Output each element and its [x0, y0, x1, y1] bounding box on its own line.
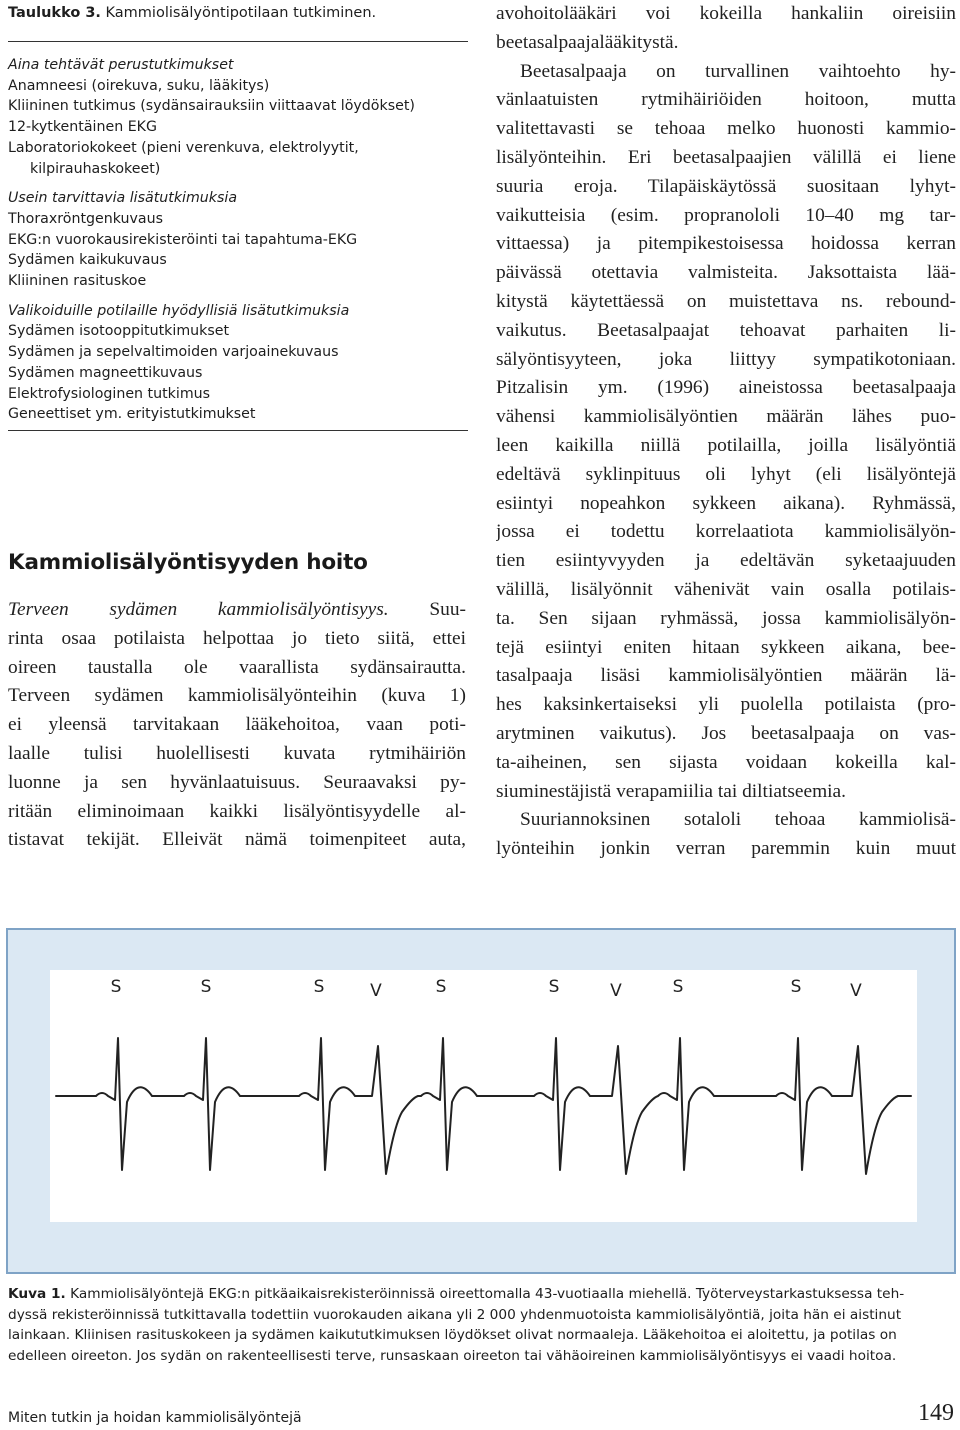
text-line: ta. Sen sijaan ryhmässä, jossa kammiolisälyön- — [496, 607, 956, 629]
table-group-heading: Valikoiduille potilaille hyödyllisiä lisätutkimuksia — [8, 302, 350, 319]
text-line: Terveen sydämen kammiolisälyönteihin (kuva 1) — [8, 685, 466, 707]
text-line: siuminestäjistä verapamiilia tai diltiatseemia. — [496, 780, 847, 802]
table-group-frequent — [8, 188, 478, 292]
caption-line: dyssä rekisteröinnissä tutkittavalla todettiin vuorokauden aikana yli 2 000 yhdenmuotoista kammiolisälyöntiä, joita hän ei aistinut — [8, 1306, 902, 1323]
table-body — [8, 55, 478, 434]
right-column-text — [496, 0, 956, 864]
caption-line: Kuva 1. Kammiolisälyöntejä EKG:n pitkäaikaisrekisteröinnissä oireettomalla 43-vuotiaalla miehellä. Työterveystarkastuksessa teh- — [8, 1286, 905, 1302]
text-line: vaikutteisia (esim. propranololi 10–40 mg tar- — [496, 204, 956, 226]
ecg-beat-label: S — [435, 977, 447, 997]
table-item: Elektrofysiologinen tutkimus — [8, 385, 211, 402]
table-item: Kliininen tutkimus (sydänsairauksiin viittaavat löydökset) — [8, 98, 415, 115]
text-line: vänlaatuisten rytmihäiriöiden hoitoon, mutta — [496, 89, 956, 111]
text-line: vähensi kammiolisälyöntien määrän lähes puo- — [496, 406, 956, 428]
text-line: tien esiintyvyyden ja edeltävän syketaajuuden — [496, 550, 956, 572]
text-line: valitettavasti se tehoaa melko huonosti kammio- — [496, 118, 956, 140]
table-item: EKG:n vuorokausirekisteröinti tai tapahtuma-EKG — [8, 231, 358, 248]
caption-line: lainkaan. Kliinisen rasituskokeen ja sydämen kaikututkimuksen löydökset olivat normaaleja. Lääkehoitoa ei aloitettu, ja potilas on — [8, 1327, 897, 1344]
table-bottom-rule — [8, 430, 468, 431]
table-item: Thoraxröntgenkuvaus — [8, 210, 163, 227]
table-item: Sydämen ja sepelvaltimoiden varjoainekuvaus — [8, 344, 339, 361]
text-line: avohoitolääkäri voi kokeilla hankaliin oireisiin — [496, 3, 956, 24]
text-line: välillä, lisälyönnit vähenivät vain osalla potilais- — [496, 578, 956, 600]
text-line: lyönteihin jonkin verran paremmin kuin muut — [496, 838, 956, 860]
text-line: tasalpaaja lisäsi kammiolisälyöntien määrän lä- — [496, 665, 956, 687]
text-line: leen kaikilla niillä potilailla, joilla lisälyöntiä — [496, 434, 956, 456]
table-group-selected — [8, 301, 478, 425]
ecg-beat-label: V — [610, 981, 622, 1001]
table-item: Kliininen rasituskoe — [8, 273, 147, 290]
text-line: Terveen sydämen kammiolisälyöntisyys. Suu- — [8, 599, 466, 620]
table-item: Anamneesi (oirekuva, suku, lääkitys) — [8, 77, 270, 94]
table-item: Laboratoriokokeet (pieni verenkuva, elektrolyytit, — [8, 139, 359, 156]
figure-caption — [8, 1284, 958, 1366]
ecg-beat-label: S — [548, 977, 560, 997]
text-line: Suuriannoksinen sotaloli tehoaa kammiolisä- — [520, 809, 956, 831]
section-title: Kammiolisälyöntisyyden hoito — [8, 550, 368, 575]
text-line: laalle tulisi huolellisesti kuvata rytmihäiriön — [8, 742, 466, 764]
text-line: jossa ei todettu korrelaatiota kammiolisälyön- — [496, 521, 956, 543]
text-line: edeltävä syklinpituus oli lyhyt (eli lisälyöntejä — [496, 463, 956, 485]
table-top-rule — [8, 41, 468, 42]
ecg-beat-label: S — [672, 977, 684, 997]
text-line: luonne ja sen hyvänlaatuisuus. Seuraavaksi py- — [8, 771, 466, 793]
ecg-beat-label: S — [200, 977, 212, 997]
run-in-heading: Terveen sydämen kammiolisälyöntisyys. — [8, 599, 389, 620]
text-line: Pitzalisin ym. (1996) aineistossa beetasalpaaja — [496, 377, 956, 399]
text-line: tejä esiintyi eniten hitaan sykkeen aikana, bee- — [496, 636, 956, 658]
caption-line: edelleen oireeton. Jos sydän on rakenteellisesti terve, runsaskaan oireeton tai vähäoireinen kammiolisälyöntisyys ei vaadi hoitoa. — [8, 1347, 897, 1364]
text-line: oireen taustalla ole vaarallista sydänsairautta. — [8, 656, 466, 678]
text-line: Beetasalpaaja on turvallinen vaihtoehto hy- — [520, 60, 956, 82]
table-caption — [8, 5, 478, 21]
text-line: sälyöntisyyteen, joka liittyy sympatikotoniaan. — [496, 348, 956, 370]
table-group-heading: Aina tehtävät perustutkimukset — [8, 57, 234, 73]
text-line: vaikutus. Beetasalpaajat tehoavat parhaiten li- — [496, 319, 956, 341]
text-line: lisälyönteihin. Eri beetasalpaajien välillä ei liene — [496, 146, 956, 168]
left-column-text — [8, 596, 466, 855]
text-line: vittaessa) ja pitempikestoisessa hoidossa kerran — [496, 233, 956, 255]
ecg-figure — [6, 928, 956, 1274]
text-line: ritään eliminoimaan kaikki lisälyöntisyydelle al- — [8, 800, 466, 822]
table-item: kilpirauhaskokeet) — [30, 160, 161, 177]
ecg-beat-label: S — [110, 977, 122, 997]
table-item: Sydämen kaikukuvaus — [8, 252, 167, 269]
text-line: päivässä otettavia valmisteita. Jaksottaista lää- — [496, 262, 956, 284]
text-line: ei yleensä tarvitakaan lääkehoitoa, vaan poti- — [8, 714, 466, 736]
text-line: arytminen vaikutus). Jos beetasalpaaja on vas- — [496, 722, 956, 744]
text-line: beetasalpaajalääkitystä. — [496, 31, 679, 53]
page-number: 149 — [918, 1400, 954, 1426]
text-line: suuria eroja. Tilapäiskäytössä suositaan lyhyt- — [496, 175, 956, 197]
text-line: rinta osaa potilaista helpottaa jo tieto siitä, ettei — [8, 627, 466, 649]
running-footer-title: Miten tutkin ja hoidan kammiolisälyöntejä — [8, 1410, 302, 1426]
text-line: ta-aiheinen, sen sijasta voidaan kokeilla kal- — [496, 751, 956, 773]
ecg-beat-label: V — [370, 981, 382, 1001]
ecg-beat-label: S — [790, 977, 802, 997]
table-title: Kammiolisälyöntipotilaan tutkiminen. — [105, 5, 377, 21]
text-line: kitystä käytettäessä on muistettava ns. rebound- — [496, 290, 956, 312]
ecg-figure-svg — [6, 928, 956, 1274]
table-item: 12-kytkentäinen EKG — [8, 119, 157, 136]
figure-label: Kuva 1. — [8, 1286, 66, 1302]
table-group-heading: Usein tarvittavia lisätutkimuksia — [8, 190, 238, 207]
table-group-basic — [8, 55, 478, 179]
text-line: esiintyi nopeahkon sykkeen aikana). Ryhmässä, — [496, 492, 956, 514]
table-label: Taulukko 3. — [8, 5, 101, 21]
table-item: Geneettiset ym. erityistutkimukset — [8, 406, 256, 423]
ecg-beat-label: V — [850, 981, 862, 1001]
text-line: tistavat tekijät. Elleivät nämä toimenpiteet auta, — [8, 829, 466, 851]
table-item: Sydämen isotooppitutkimukset — [8, 323, 230, 340]
ecg-beat-label: S — [313, 977, 325, 997]
text-line: hes kaksinkertaiseksi yli puolella potilaista (pro- — [496, 694, 956, 716]
table-item: Sydämen magneettikuvaus — [8, 364, 203, 381]
